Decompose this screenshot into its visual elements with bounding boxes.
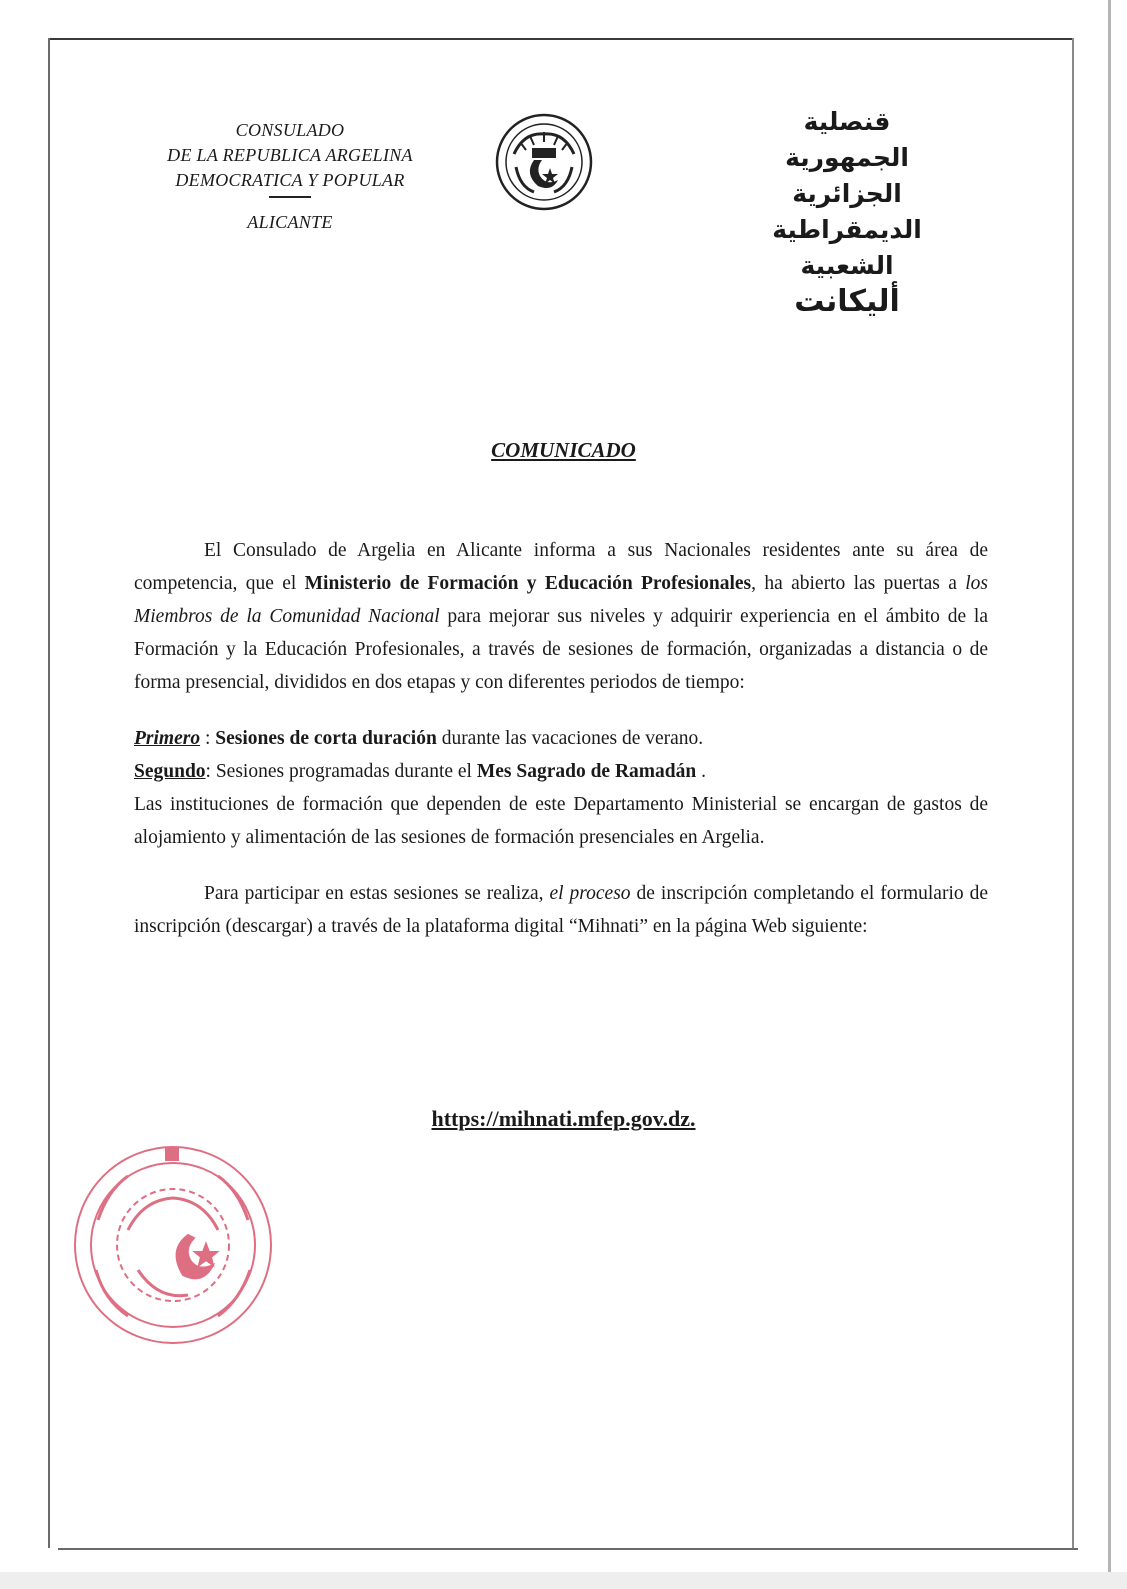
- paragraph-registration: [134, 877, 988, 943]
- header-line-1: CONSULADO: [235, 120, 345, 140]
- second-label: Segundo: [134, 761, 206, 782]
- intro-text-1: El Consulado de Argelia en Alicante informa a sus Nacionales residentes ante su área de competencia, que el: [134, 540, 988, 594]
- intro-text-3: para mejorar sus niveles y adquirir experiencia en el ámbito de la Formación y la Educación Profesionales, a través de sesiones de formación, organizadas a distancia o de forma presencial, divididos en dos etapas y con diferentes periodos de tiempo:: [134, 606, 988, 693]
- paragraph-intro: [134, 534, 988, 699]
- header-city: ALICANTE: [247, 212, 333, 232]
- first-bold: Sesiones de corta duración: [215, 728, 437, 749]
- first-label: Primero: [134, 728, 201, 749]
- header-ar-line-1: قنصلية: [803, 107, 891, 136]
- header-divider: [269, 196, 311, 198]
- header-line-3: DEMOCRATICA Y POPULAR: [175, 170, 405, 190]
- scan-edge-bottom: [0, 1572, 1127, 1589]
- registration-text-1: Para participar en estas sesiones se realiza,: [204, 883, 550, 904]
- registration-italic: el proceso: [549, 883, 631, 904]
- header-ar-line-3: الديمقراطية الشعبية: [772, 215, 922, 280]
- registration-text-2: de inscripción completando el formulario de inscripción (descargar) a través de la plataforma digital “Mihnati” en la página Web siguiente:: [134, 883, 988, 937]
- first-rest: durante las vacaciones de verano.: [436, 728, 704, 749]
- document-body: [134, 534, 988, 943]
- intro-text-2: , ha abierto las puertas a: [751, 573, 966, 594]
- second-separator: : Sesiones programadas durante el: [205, 761, 477, 782]
- item-first: [134, 722, 988, 755]
- frame-left-border: [48, 38, 50, 1548]
- frame-right-border: [1072, 38, 1074, 1550]
- document-title: COMUNICADO: [491, 438, 636, 462]
- spacer: [134, 699, 988, 722]
- algeria-emblem-icon: [494, 112, 594, 212]
- community-phrase: los Miembros de la Comunidad Nacional: [134, 573, 988, 627]
- second-bold: Mes Sagrado de Ramadán: [476, 761, 697, 782]
- registration-link-period: .: [690, 1106, 696, 1131]
- ministry-name: Ministerio de Formación y Educación Profesionales: [304, 573, 752, 594]
- first-separator: :: [200, 728, 216, 749]
- spacer: [134, 854, 988, 877]
- scan-edge-right: [1108, 0, 1111, 1589]
- frame-bottom-border: [58, 1548, 1078, 1550]
- header-ar-line-2: الجمهورية الجزائرية: [785, 143, 909, 208]
- consulate-header-spanish: [140, 118, 440, 235]
- header-line-2: DE LA REPUBLICA ARGELINA: [167, 145, 413, 165]
- official-stamp-icon: [68, 1140, 278, 1350]
- frame-top-border: [48, 38, 1072, 40]
- paragraph-institutions: Las instituciones de formación que dependen de este Departamento Ministerial se encargan de gastos de alojamiento y alimentación de las sesiones de formación presenciales en Argelia.: [134, 794, 988, 848]
- header-ar-line-4: أليكانت: [794, 284, 900, 319]
- item-second: [134, 755, 988, 788]
- registration-link-line: [0, 1106, 1127, 1132]
- second-rest: .: [696, 761, 706, 782]
- consulate-header-arabic: [742, 104, 952, 320]
- registration-link[interactable]: https://mihnati.mfep.gov.dz: [431, 1106, 691, 1131]
